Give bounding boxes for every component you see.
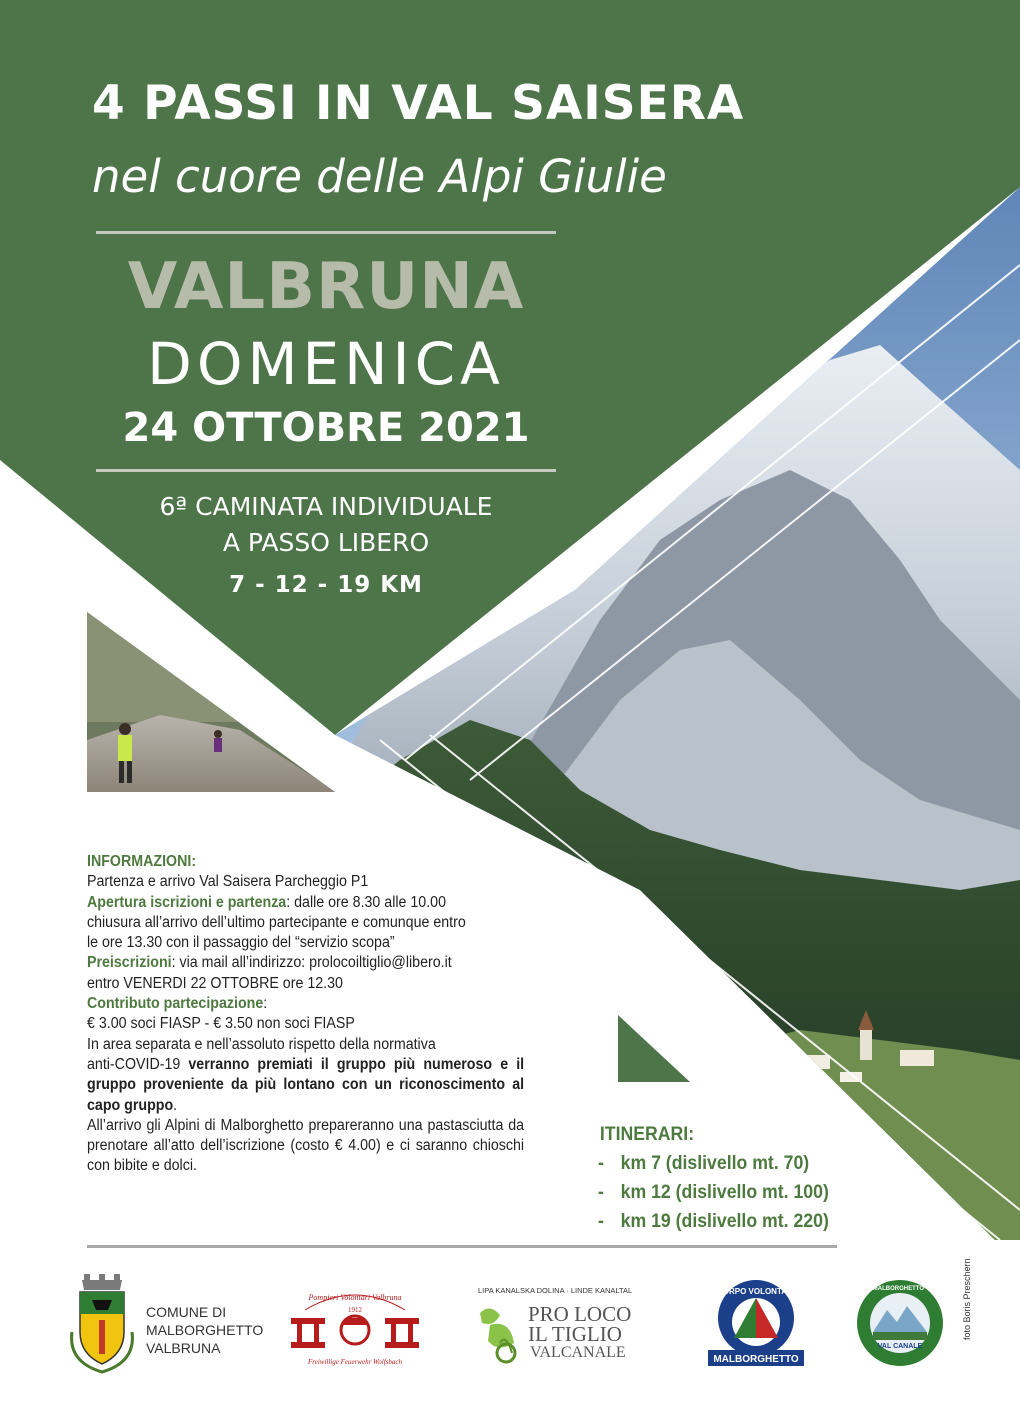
itinerary-bullet: - (598, 1182, 604, 1203)
info-start: Partenza e arrivo Val Saisera Parcheggio P1 (87, 873, 369, 891)
pompieri-bottom-text: Freiwillige Feuerwehr Wolfsbach (308, 1358, 402, 1366)
event-title: 4 PASSI IN VAL SAISERA (92, 76, 745, 131)
info-fee-colon: : (263, 995, 268, 1013)
info-covid-1: In area separata e nell’assoluto rispetto della normativa (87, 1035, 436, 1053)
gruppo-center-text: VAL CANALE (877, 1343, 923, 1350)
event-date: 24 OTTOBRE 2021 (122, 405, 530, 451)
event-type-line1: 6ª CAMINATA INDIVIDUALE (159, 492, 493, 521)
itinerary-bullet: - (598, 1153, 604, 1174)
info-covid-2a: anti-COVID-19 (87, 1055, 189, 1073)
info-closing-1: chiusura all’arrivo dell’ultimo partecipante e comunque entro (87, 913, 466, 931)
proloco-line-1: PRO LOCO (528, 1302, 632, 1326)
event-type-line2: A PASSO LIBERO (222, 528, 430, 557)
comune-coat-of-arms-icon (62, 1272, 142, 1382)
proloco-top-text: LIPA KANALSKA DOLINA · LINDE KANALTAL (478, 1286, 633, 1295)
itinerary-text: km 19 (dislivello mt. 220) (620, 1211, 829, 1232)
comune-line-2: MALBORGHETTO (146, 1322, 264, 1338)
comune-label (146, 1303, 263, 1357)
header-divider-bottom (96, 469, 556, 472)
info-prereg (87, 953, 524, 973)
corpo-top-text: CORPO VOLONTARI (716, 1287, 796, 1296)
itinerary-item (598, 1207, 829, 1236)
event-subtitle: nel cuore delle Alpi Giulie (92, 150, 667, 203)
event-day: DOMENICA (147, 330, 505, 398)
pompieri-top-text: Pompieri Volontari Valbruna (308, 1293, 402, 1302)
info-opening-text: : dalle ore 8.30 alle 10.00 (286, 893, 446, 911)
info-prereg-text: : via mail all’indirizzo: prolocoiltiglio@libero.it (171, 954, 452, 972)
itinerary-text: km 12 (dislivello mt. 100) (620, 1182, 829, 1203)
info-covid-2b: verranno premiati il gruppo più numeroso e il gruppo proveniente da più lontano con un riconoscimento al capo gruppo (87, 1055, 525, 1114)
proloco-logo-icon (470, 1283, 655, 1368)
comune-line-3: VALBRUNA (146, 1340, 221, 1356)
corpo-volontari-logo-icon (706, 1278, 806, 1370)
footer-divider (87, 1245, 837, 1248)
info-prereg-label: Preiscrizioni (87, 954, 172, 972)
info-section (87, 852, 524, 1177)
info-covid-2 (87, 1055, 524, 1116)
info-heading: INFORMAZIONI: (87, 853, 197, 870)
gruppo-ring-text: GRUPPO DI MALBORGHETTO - VALBRUNA (837, 1286, 963, 1292)
itinerary-item (598, 1178, 829, 1207)
green-triangle-accent (618, 1015, 690, 1082)
proloco-line-3: VALCANALE (530, 1344, 626, 1361)
itinerary-bullet: - (598, 1211, 604, 1232)
corpo-bottom-text: MALBORGHETTO (713, 1354, 799, 1365)
pompieri-year-text: 1912 (348, 1306, 362, 1314)
photo-credit: foto Boris Preschern (962, 1258, 972, 1340)
info-fee (87, 994, 524, 1014)
proloco-line-2: IL TIGLIO (528, 1322, 622, 1346)
gruppo-alpini-logo-icon (837, 1278, 963, 1368)
itinerari-heading: ITINERARI: (599, 1124, 695, 1145)
event-distances: 7 - 12 - 19 KM (229, 572, 423, 598)
place-name: VALBRUNA (127, 250, 525, 324)
info-prereg-deadline: entro VENERDI 22 OTTOBRE ore 12.30 (87, 974, 343, 992)
info-alpini: All’arrivo gli Alpini di Malborghetto prepareranno una pastasciutta da prenotare all’atto dell’iscrizione (costo € 4.00) e ci saranno chioschi con bibite e dolci. (87, 1116, 525, 1175)
info-opening-label: Apertura iscrizioni e partenza (87, 893, 287, 911)
info-closing-2: le ore 13.30 con il passaggio del “servizio scopa” (87, 934, 395, 952)
itinerari-section (598, 1120, 829, 1236)
itinerary-item (598, 1149, 829, 1178)
pompieri-logo-icon (285, 1280, 425, 1370)
itinerary-text: km 7 (dislivello mt. 70) (620, 1153, 810, 1174)
info-opening (87, 893, 524, 913)
info-fee-label: Contributo partecipazione (87, 995, 264, 1013)
header-divider-top (96, 231, 556, 234)
info-fee-text: € 3.00 soci FIASP - € 3.50 non soci FIASP (87, 1015, 355, 1033)
info-covid-2c: . (173, 1096, 178, 1114)
comune-line-1: COMUNE DI (146, 1304, 227, 1320)
